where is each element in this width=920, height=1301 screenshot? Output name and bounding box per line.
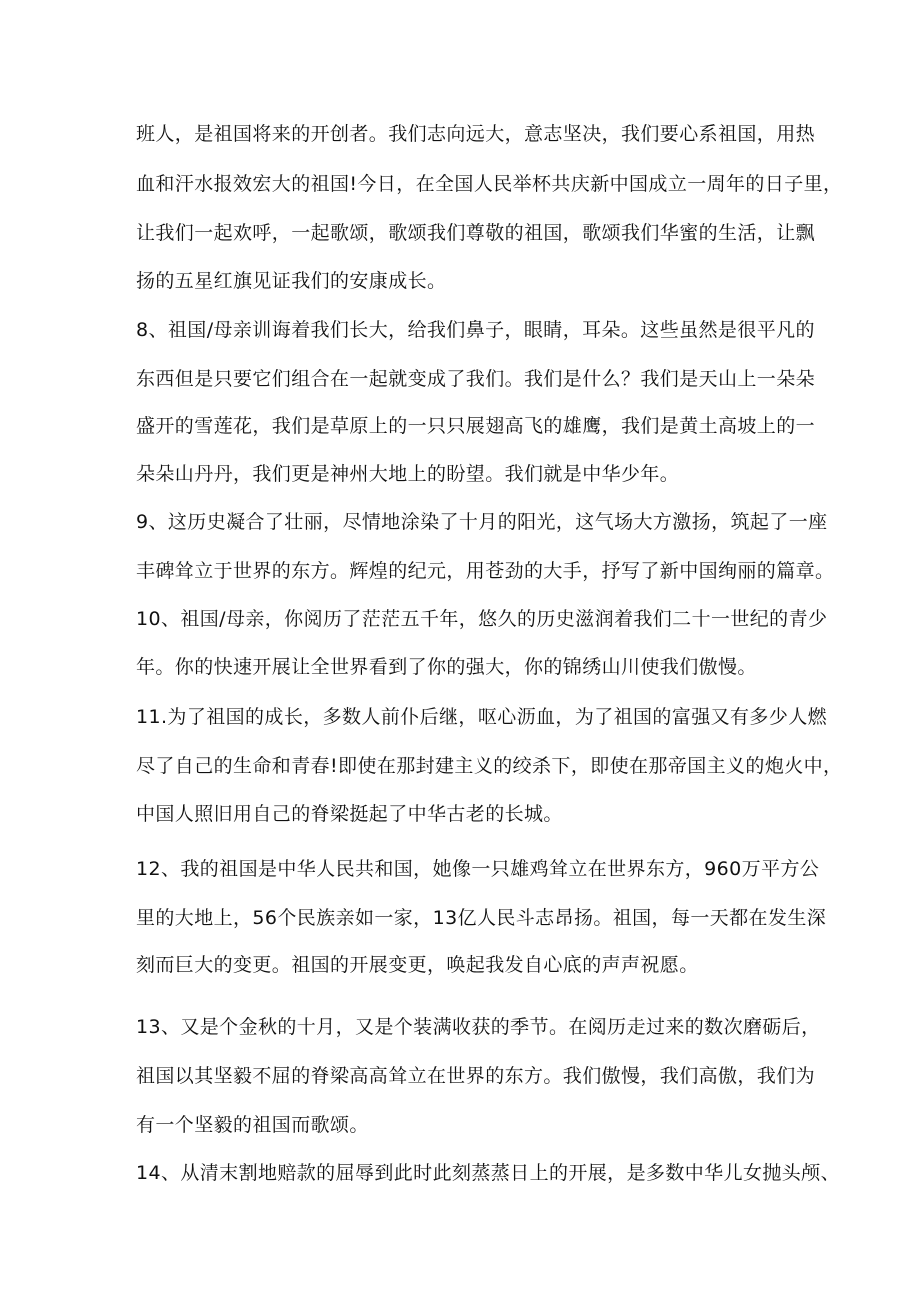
text-line: 刻而巨大的变更。祖国的开展变更，唤起我发自心底的声声祝愿。	[136, 954, 699, 976]
text-line: 血和汗水报效宏大的祖国!今日，在全国人民举杯共庆新中国成立一周年的日子里，	[136, 173, 843, 195]
text-line: 有一个坚毅的祖国而歌颂。	[136, 1114, 369, 1136]
text-line: 13、又是个金秋的十月，又是个装满收获的季节。在阅历走过来的数次磨砺后，	[136, 1016, 821, 1038]
text-line: 12、我的祖国是中华人民共和国，她像一只雄鸡耸立在世界东方，960万平方公	[136, 858, 820, 880]
text-line: 丰碑耸立于世界的东方。辉煌的纪元，用苍劲的大手，抒写了新中国绚丽的篇章。	[136, 560, 835, 582]
text-line: 尽了自己的生命和青春!即使在那封建主义的绞杀下，即使在那帝国主义的炮火中，	[136, 755, 843, 777]
text-line: 14、从清末割地赔款的屈辱到此时此刻蒸蒸日上的开展，是多数中华儿女抛头颅、	[136, 1162, 840, 1184]
text-line: 班人，是祖国将来的开创者。我们志向远大，意志坚决，我们要心系祖国，用热	[136, 123, 816, 145]
text-line: 8、祖国/母亲训诲着我们长大，给我们鼻子，眼睛，耳朵。这些虽然是很平凡的	[136, 319, 815, 341]
text-line: 朵朵山丹丹，我们更是神州大地上的盼望。我们就是中华少年。	[136, 463, 680, 485]
text-line: 祖国以其坚毅不屈的脊梁高高耸立在世界的东方。我们傲慢，我们高傲，我们为	[136, 1065, 816, 1087]
text-line: 年。你的快速开展让全世界看到了你的强大，你的锦绣山川使我们傲慢。	[136, 656, 757, 678]
text-line: 11.为了祖国的成长，多数人前仆后继，呕心沥血，为了祖国的富强又有多少人燃	[136, 706, 828, 728]
text-line: 里的大地上，56个民族亲如一家，13亿人民斗志昂扬。祖国，每一天都在发生深	[136, 907, 827, 929]
text-line: 扬的五星红旗见证我们的安康成长。	[136, 270, 447, 292]
text-line: 9、这历史凝合了壮丽，尽情地涂染了十月的阳光，这气场大方激扬，筑起了一座	[136, 511, 828, 533]
text-line: 中国人照旧用自己的脊梁挺起了中华古老的长城。	[136, 803, 563, 825]
text-line: 让我们一起欢呼，一起歌颂，歌颂我们尊敬的祖国，歌颂我们华蜜的生活，让飘	[136, 222, 816, 244]
text-line: 盛开的雪莲花，我们是草原上的一只只展翅高飞的雄鹰，我们是黄土高坡上的一	[136, 415, 816, 437]
text-line: 东西但是只要它们组合在一起就变成了我们。我们是什么？我们是天山上一朵朵	[136, 368, 816, 390]
text-line: 10、祖国/母亲，你阅历了茫茫五千年，悠久的历史滋润着我们二十一世纪的青少	[136, 608, 828, 630]
